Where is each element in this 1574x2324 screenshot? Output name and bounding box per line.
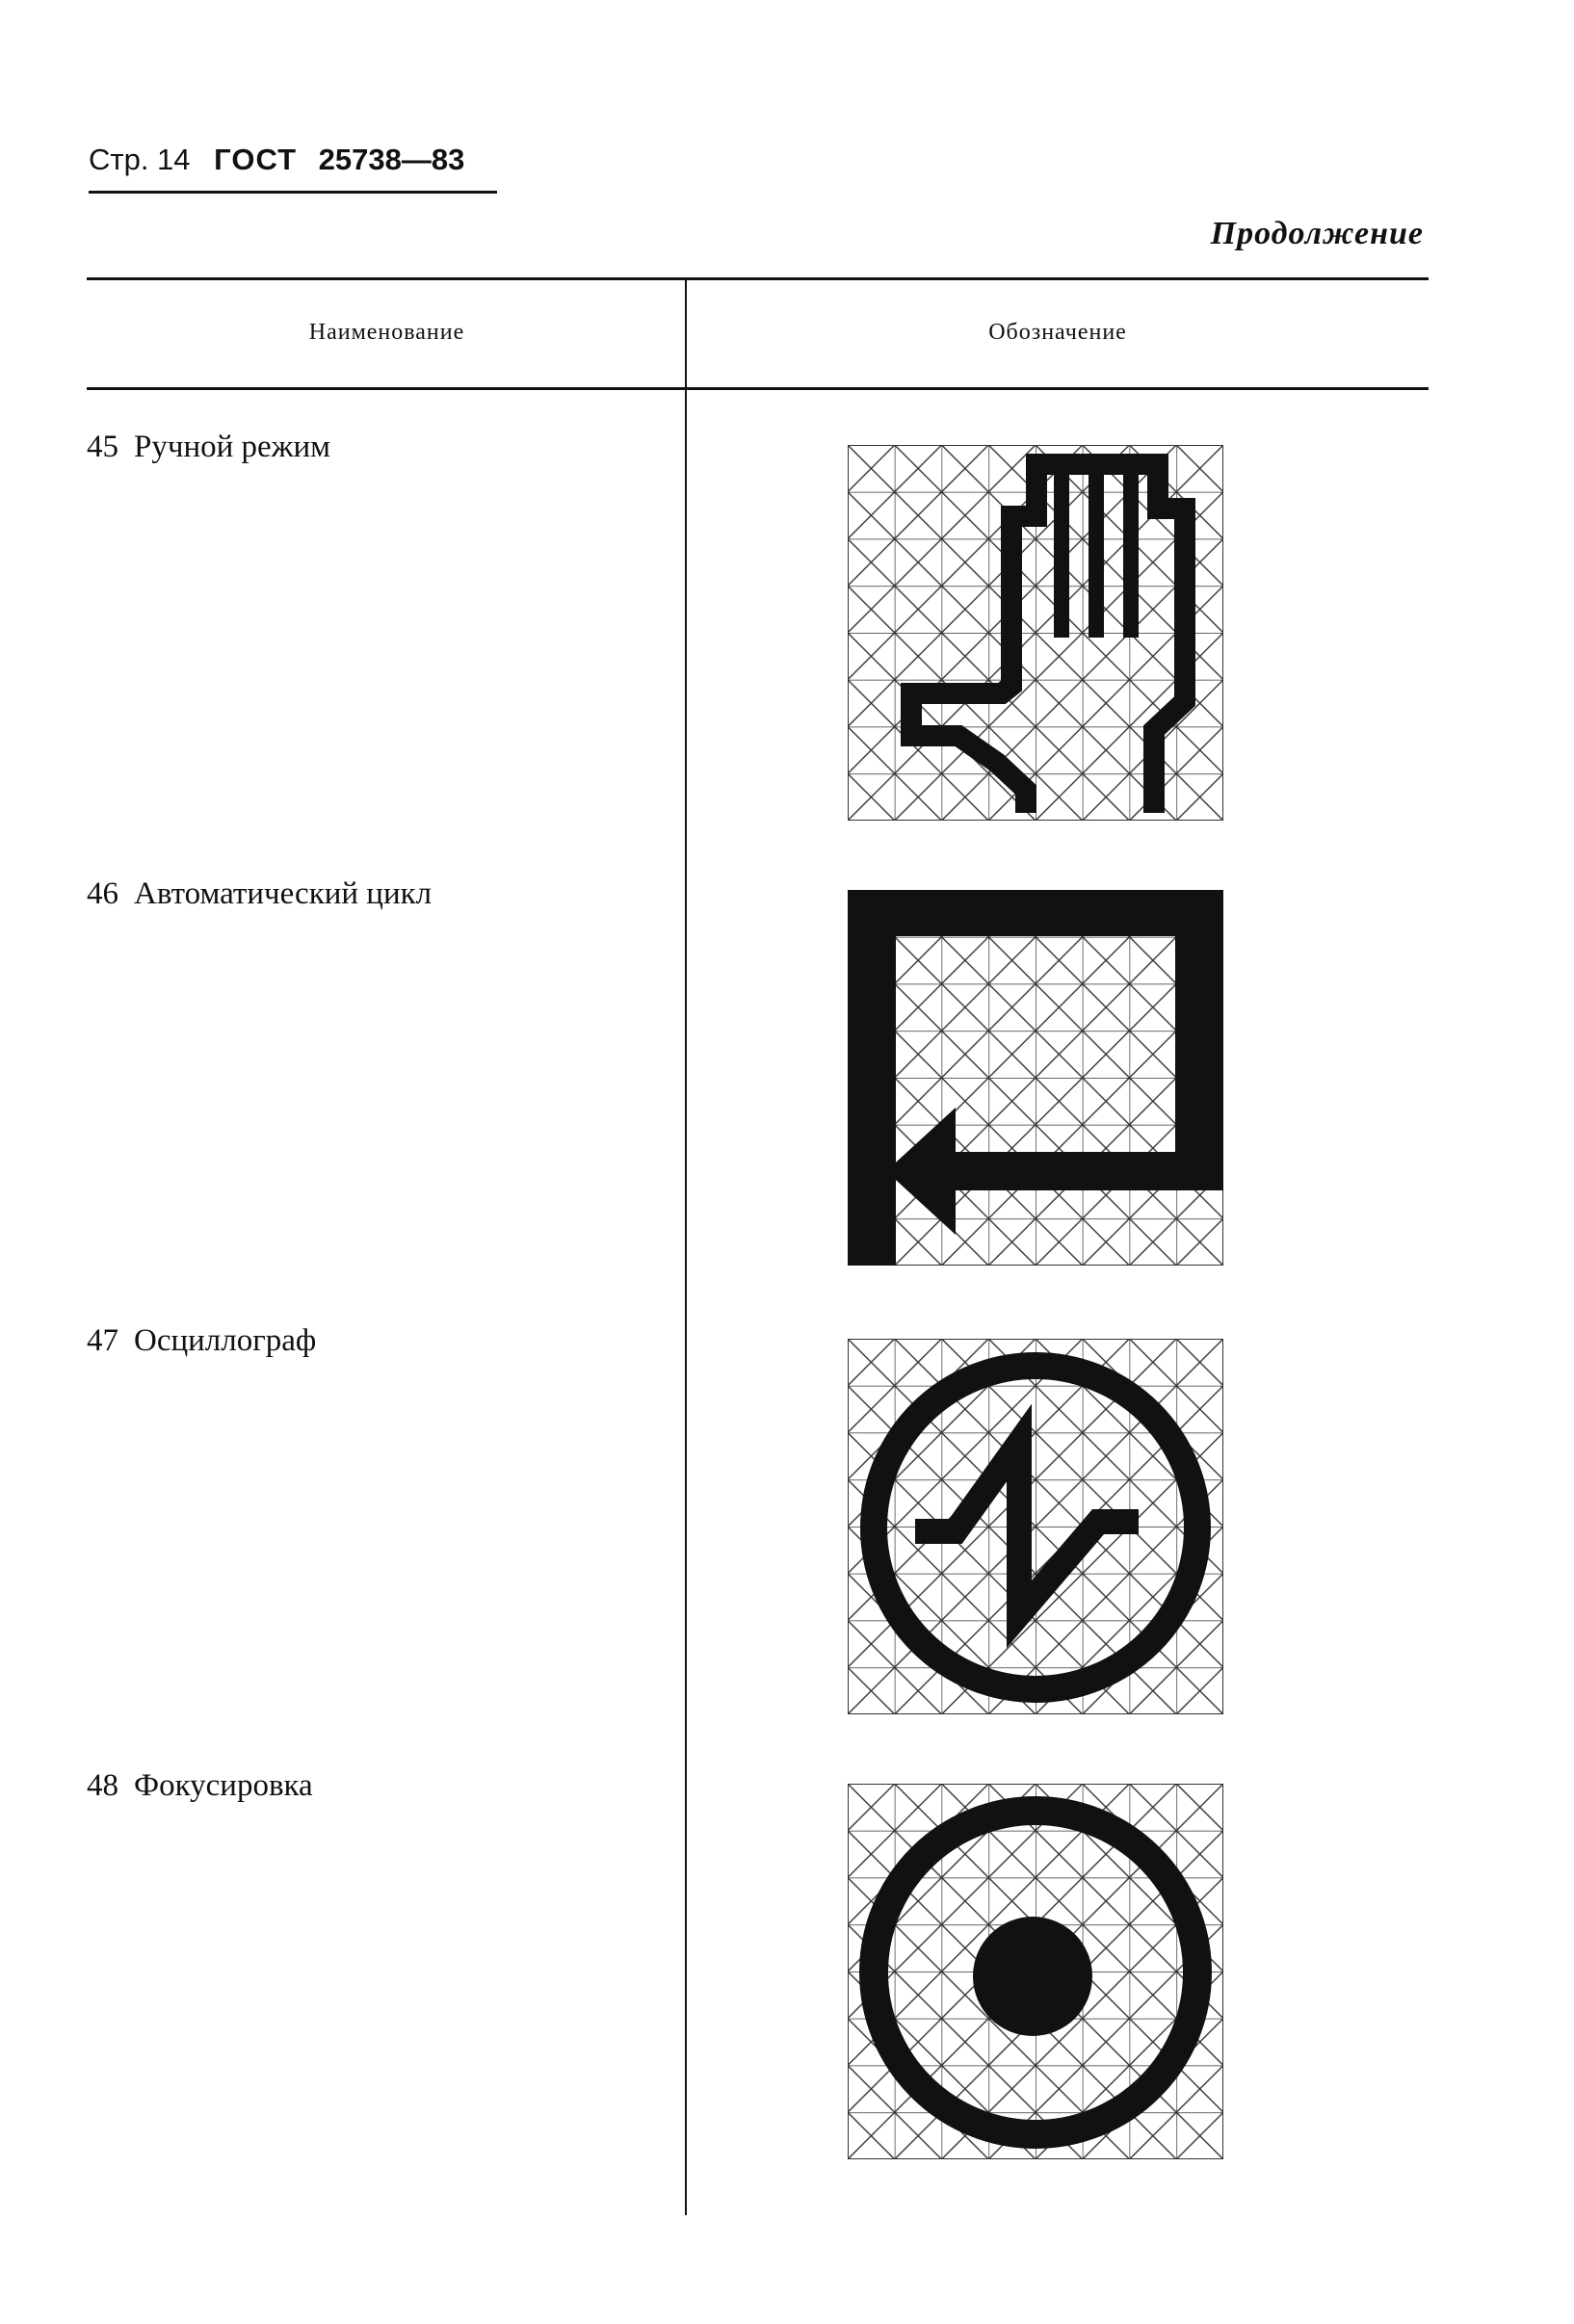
item-number: 48 xyxy=(87,1768,118,1803)
table-row-47-label xyxy=(87,1323,316,1359)
cycle-arrow-icon xyxy=(848,890,1223,1266)
oscilloscope-icon xyxy=(848,1339,1223,1714)
item-name: Автоматический цикл xyxy=(134,876,433,911)
item-name: Фокусировка xyxy=(134,1768,313,1803)
table-column-divider xyxy=(685,277,687,2215)
table-row-45-label xyxy=(87,430,330,465)
focus-icon xyxy=(848,1784,1223,2159)
item-name: Ручной режим xyxy=(134,430,331,464)
item-number: 45 xyxy=(87,430,118,464)
table-top-rule xyxy=(87,277,1429,280)
item-name: Осциллограф xyxy=(134,1323,317,1358)
table-head-rule xyxy=(87,387,1429,390)
column-header-symbol: Обозначение xyxy=(988,320,1127,345)
column-header-name: Наименование xyxy=(308,320,465,345)
hand-icon xyxy=(848,445,1223,821)
header-underline xyxy=(89,191,497,194)
item-number: 46 xyxy=(87,876,118,911)
standard-label: ГОСТ xyxy=(214,143,298,176)
table-row-48-label xyxy=(87,1768,313,1804)
continuation-label: Продолжение xyxy=(1210,216,1424,251)
table-row-46-label xyxy=(87,876,432,912)
page-header xyxy=(89,143,464,177)
page-number: Стр. 14 xyxy=(89,143,191,176)
item-number: 47 xyxy=(87,1323,118,1358)
standard-number: 25738—83 xyxy=(318,143,465,176)
